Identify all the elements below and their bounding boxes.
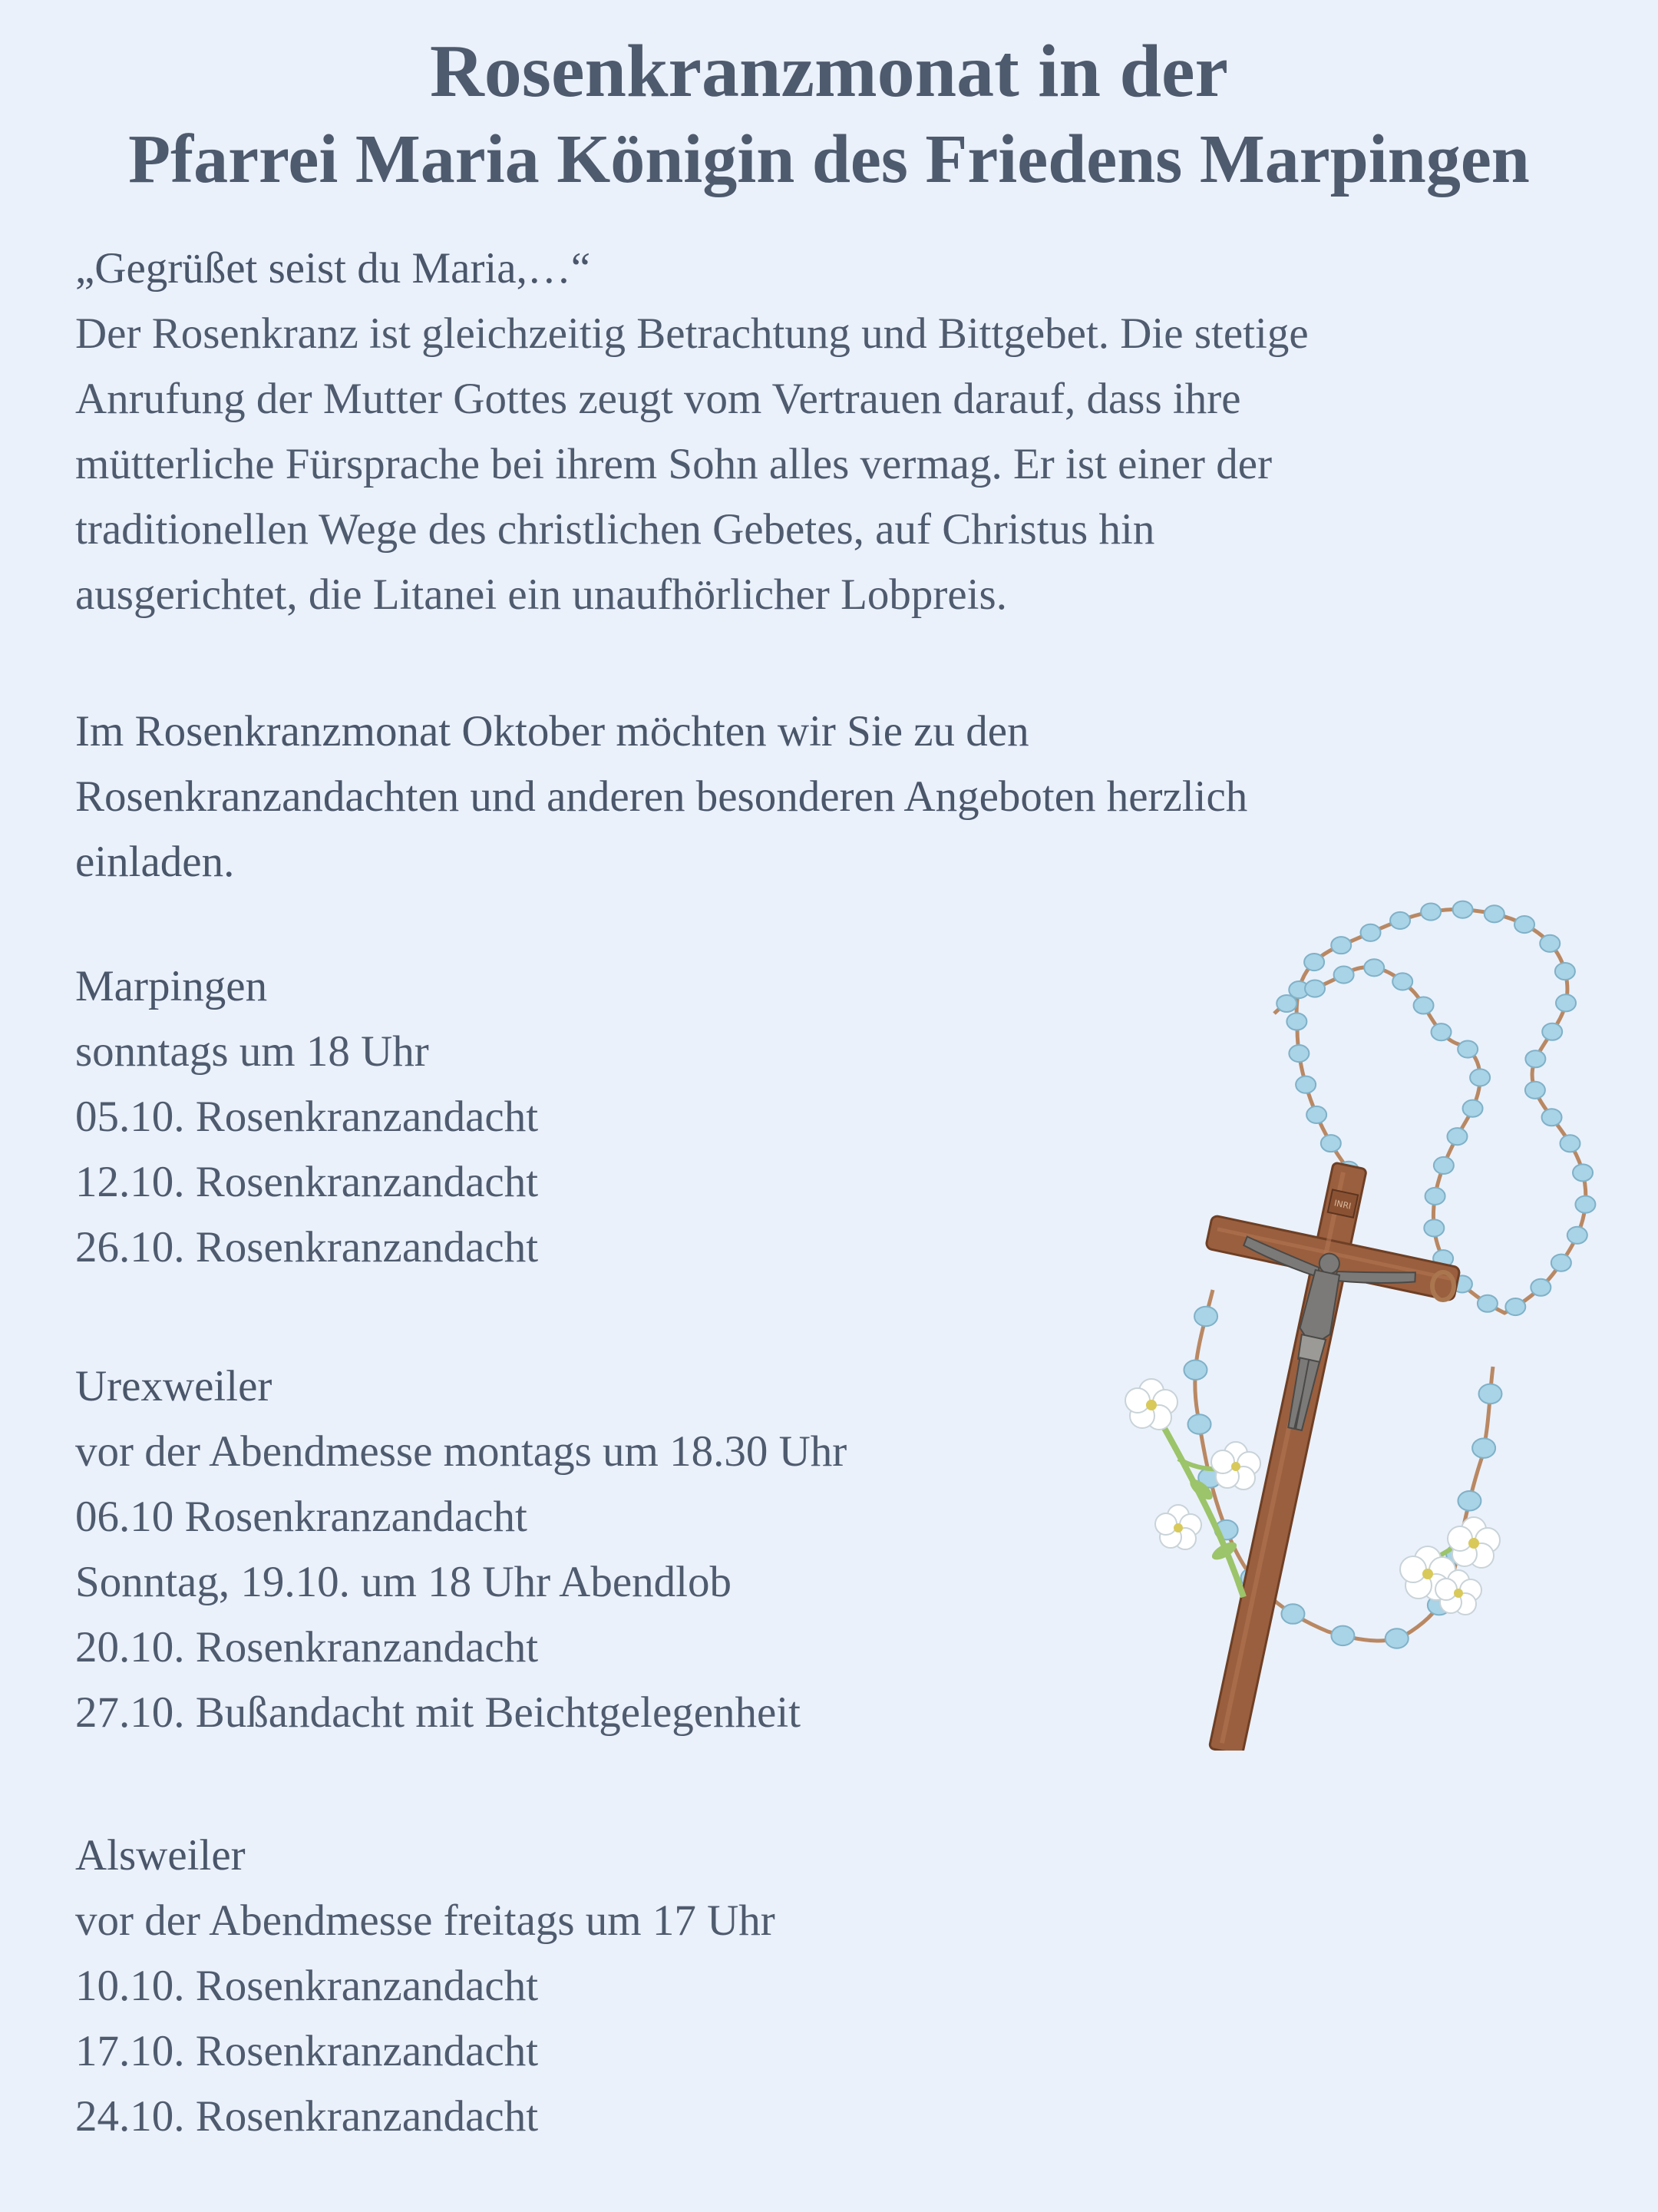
section-urexweiler	[75, 1354, 847, 1745]
event-item: 17.10. Rosenkranzandacht	[75, 2027, 539, 2075]
rosary-bead	[1478, 1295, 1498, 1312]
event-item: 12.10. Rosenkranzandacht	[75, 1158, 539, 1206]
page-title-line1: Rosenkranzmonat in der	[430, 30, 1228, 113]
flower-branch-right	[1400, 1517, 1500, 1615]
event-item: 06.10 Rosenkranzandacht	[75, 1493, 527, 1541]
event-item: 24.10. Rosenkranzandacht	[75, 2092, 539, 2141]
rosary-bead	[1334, 967, 1354, 984]
rosary-bead	[1305, 980, 1325, 997]
rosary-bead	[1478, 1384, 1501, 1404]
rosary-bead	[1432, 1023, 1452, 1040]
section-heading: Urexweiler	[75, 1362, 272, 1410]
flower-branch-left	[1125, 1379, 1260, 1597]
rosary-bead	[1306, 1106, 1326, 1123]
event-item: 10.10. Rosenkranzandacht	[75, 1962, 539, 2010]
rosary-bead	[1458, 1491, 1481, 1511]
intro-line: traditionellen Wege des christlichen Gebetes, auf Christus hin	[75, 505, 1155, 554]
rosary-bead	[1194, 1307, 1217, 1327]
section-marpingen	[75, 954, 538, 1280]
rosary-bead	[1434, 1157, 1454, 1174]
invitation-paragraph	[75, 699, 1247, 894]
rosary-bead	[1277, 995, 1296, 1012]
section-alsweiler	[75, 1823, 775, 2149]
rosary-bead	[1304, 954, 1324, 970]
rosary-bead	[1447, 1128, 1467, 1145]
inri-text: INRI	[1333, 1198, 1352, 1212]
rosary-bead	[1463, 1100, 1483, 1117]
rosary-bead	[1390, 912, 1410, 929]
rosary-bead	[1542, 1109, 1562, 1126]
rosary-bead	[1331, 1626, 1354, 1646]
rosary-bead	[1556, 994, 1576, 1011]
rosary-bead	[1414, 997, 1434, 1013]
rosary-bead	[1560, 1135, 1580, 1152]
intro-line: Der Rosenkranz ist gleichzeitig Betrachtung und Bittgebet. Die stetige	[75, 309, 1309, 358]
rosary-bead	[1364, 959, 1384, 976]
flower-blossom	[1211, 1442, 1260, 1490]
rosary-bead	[1331, 937, 1351, 954]
rosary-bead	[1514, 916, 1534, 933]
rosary-bead	[1188, 1414, 1211, 1434]
rosary-bead	[1296, 1076, 1316, 1093]
rosary-bead	[1184, 1360, 1207, 1380]
rosary-bead	[1361, 924, 1381, 941]
rosary-bead	[1421, 904, 1441, 921]
rosary-bead	[1392, 973, 1412, 990]
intro-line: Anrufung der Mutter Gottes zeugt vom Vertrauen darauf, dass ihre	[75, 375, 1241, 423]
flower-blossom	[1448, 1517, 1500, 1568]
invitation-line: Rosenkranzandachten und anderen besonderen Angeboten herzlich	[75, 772, 1248, 821]
page-title-line2: Pfarrei Maria Königin des Friedens Marpingen	[128, 121, 1530, 197]
rosary-bead	[1551, 1255, 1571, 1271]
invitation-line: Im Rosenkranzmonat Oktober möchten wir Sie zu den	[75, 707, 1029, 756]
rosary-bead	[1472, 1438, 1495, 1458]
rosary-bead	[1555, 963, 1575, 980]
flower-blossom	[1155, 1505, 1201, 1549]
rosary-bead	[1386, 1628, 1409, 1648]
event-item: Sonntag, 19.10. um 18 Uhr Abendlob	[75, 1558, 732, 1606]
rosary-bead	[1575, 1196, 1595, 1213]
rosary-bead	[1505, 1298, 1525, 1315]
event-item: 05.10. Rosenkranzandacht	[75, 1093, 539, 1141]
intro-paragraph	[75, 236, 1309, 627]
rosary-bead	[1542, 1023, 1562, 1040]
invitation-line: einladen.	[75, 838, 235, 886]
event-item: 26.10. Rosenkranzandacht	[75, 1223, 539, 1271]
rosary-bead	[1525, 1050, 1545, 1067]
schedule-text: vor der Abendmesse freitags um 17 Uhr	[75, 1896, 775, 1945]
schedule-text: sonntags um 18 Uhr	[75, 1027, 429, 1076]
rosary-bead	[1540, 935, 1560, 952]
rosary-bead	[1573, 1164, 1593, 1181]
event-item: 27.10. Bußandacht mit Beichtgelegenheit	[75, 1688, 801, 1737]
rosary-bead	[1531, 1279, 1551, 1296]
rosary-bead	[1424, 1219, 1444, 1236]
section-heading: Alsweiler	[75, 1831, 246, 1880]
rosary-bead	[1321, 1135, 1341, 1152]
rosary-bead	[1470, 1069, 1490, 1086]
event-item: 20.10. Rosenkranzandacht	[75, 1623, 539, 1671]
greeting-quote: „Gegrüßet seist du Maria,…“	[75, 244, 591, 293]
rosary-bead	[1485, 905, 1504, 922]
flower-blossom	[1125, 1379, 1177, 1430]
rosary-bead	[1281, 1604, 1304, 1624]
rosary-bead	[1286, 1013, 1306, 1030]
rosary-crucifix-icon	[1121, 875, 1612, 1751]
intro-line: ausgerichtet, die Litanei ein unaufhörlicher Lobpreis.	[75, 570, 1007, 619]
rosary-bead	[1289, 1045, 1309, 1062]
section-heading: Marpingen	[75, 962, 268, 1010]
schedule-text: vor der Abendmesse montags um 18.30 Uhr	[75, 1427, 847, 1476]
rosary-bead	[1525, 1082, 1545, 1099]
rosary-bead	[1458, 1040, 1478, 1057]
rosary-bead	[1425, 1188, 1445, 1205]
rosary-bead	[1453, 901, 1473, 918]
rosary-bead	[1567, 1227, 1587, 1244]
intro-line: mütterliche Fürsprache bei ihrem Sohn alles vermag. Er ist einer der	[75, 440, 1273, 488]
